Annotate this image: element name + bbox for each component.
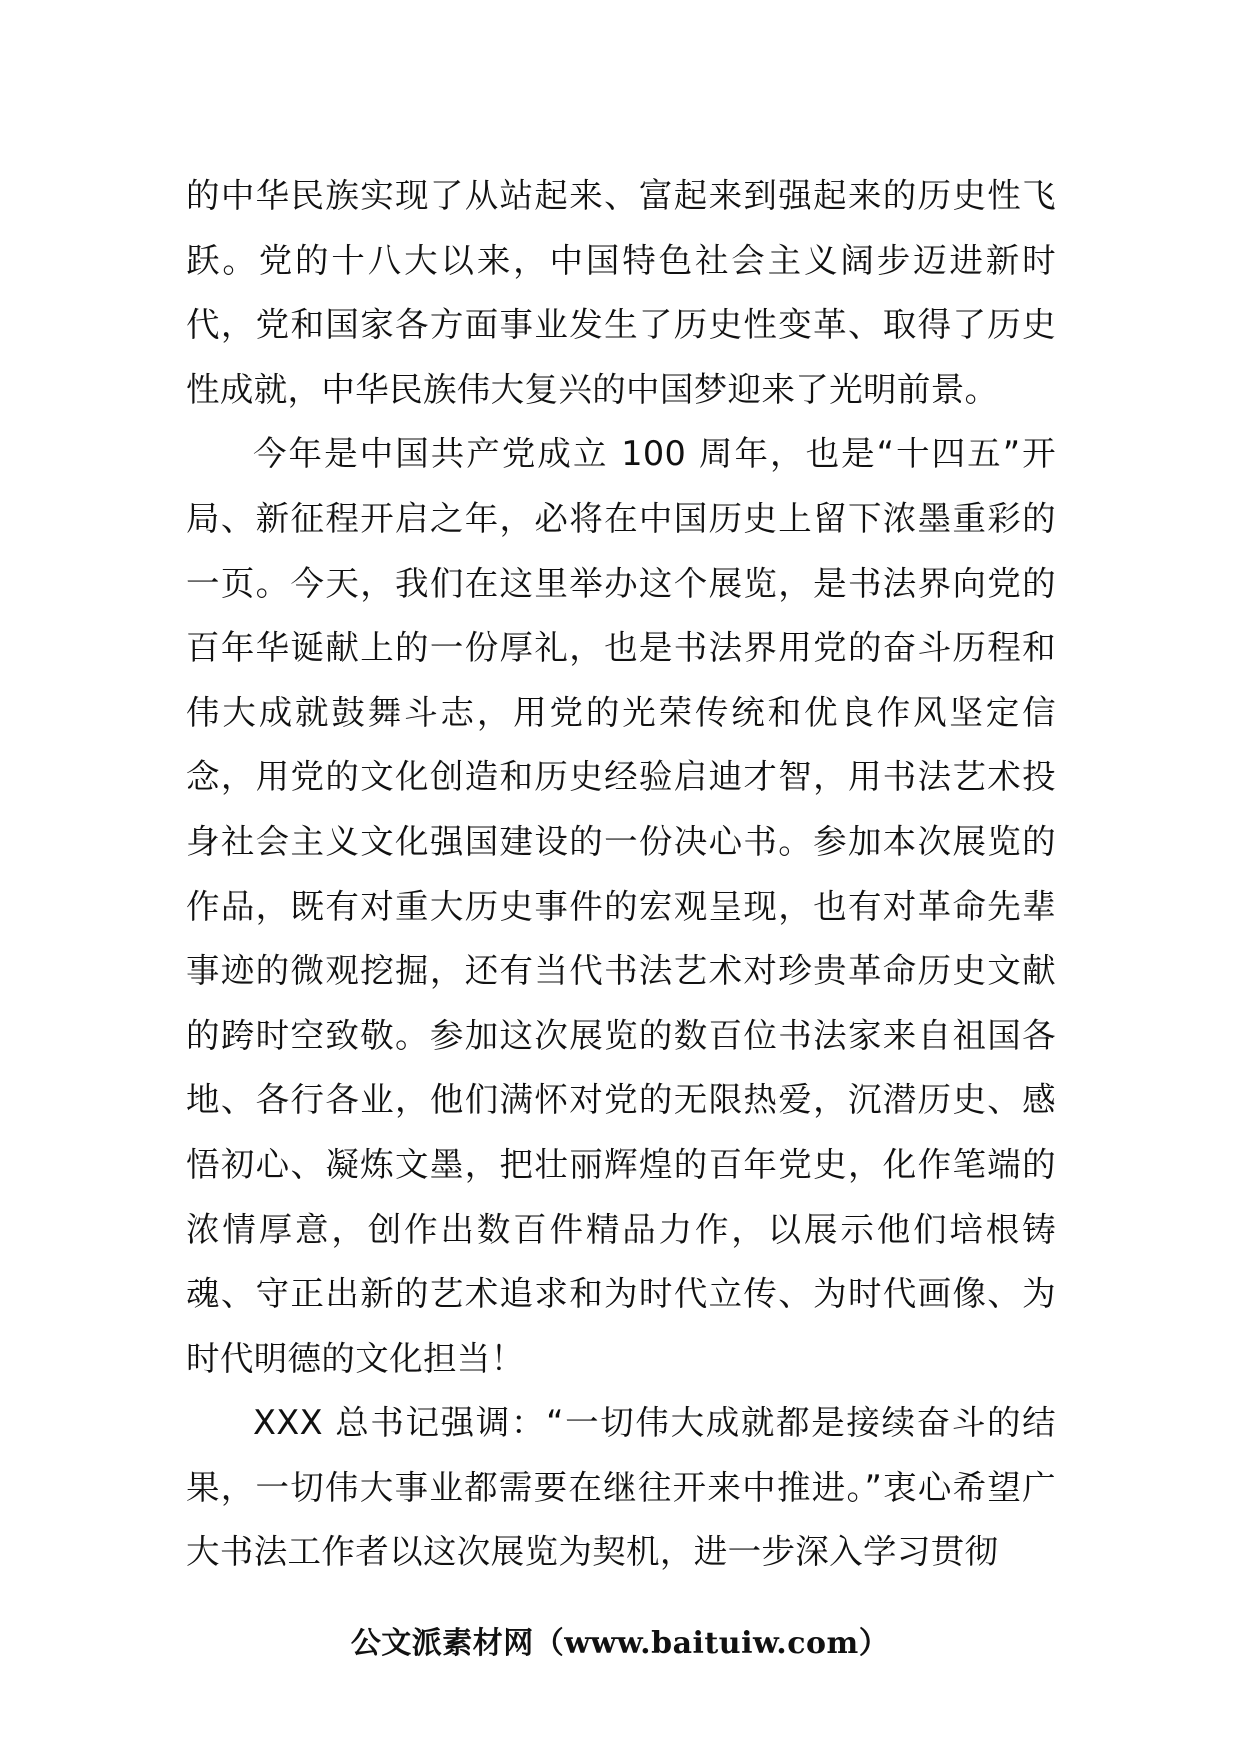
- footer-watermark: 公文派素材网（www.baituiw.com）: [350, 1626, 890, 1661]
- document-body: [186, 164, 1056, 1585]
- paragraph-quote: XXX 总书记强调：“一切伟大成就都是接续奋斗的结果，一切伟大事业都需要在继往开来中推进。”衷心希望广大书法工作者以这次展览为契机，进一步深入学习贯彻: [186, 1403, 1056, 1572]
- paragraph-continuation: 的中华民族实现了从站起来、富起来到强起来的历史性飞跃。党的十八大以来，中国特色社会主义阔步迈进新时代，党和国家各方面事业发生了历史性变革、取得了历史性成就，中华民族伟大复兴的中国梦迎来了光明前景。: [186, 176, 1056, 409]
- paragraph-centenary: 今年是中国共产党成立 100 周年，也是“十四五”开局、新征程开启之年，必将在中国历史上留下浓墨重彩的一页。今天，我们在这里举办这个展览，是书法界向党的百年华诞献上的一份厚礼，也是书法界用党的奋斗历程和伟大成就鼓舞斗志，用党的光荣传统和优良作风坚定信念，用党的文化创造和历史经验启迪才智，用书法艺术投身社会主义文化强国建设的一份决心书。参加本次展览的作品，既有对重大历史事件的宏观呈现，也有对革命先辈事迹的微观挖掘，还有当代书法艺术对珍贵革命历史文献的跨时空致敬。参加这次展览的数百位书法家来自祖国各地、各行各业，他们满怀对党的无限热爱，沉潜历史、感悟初心、凝炼文墨，把壮丽辉煌的百年党史，化作笔端的浓情厚意，创作出数百件精品力作，以展示他们培根铸魂、守正出新的艺术追求和为时代立传、为时代画像、为时代明德的文化担当！: [186, 434, 1056, 1378]
